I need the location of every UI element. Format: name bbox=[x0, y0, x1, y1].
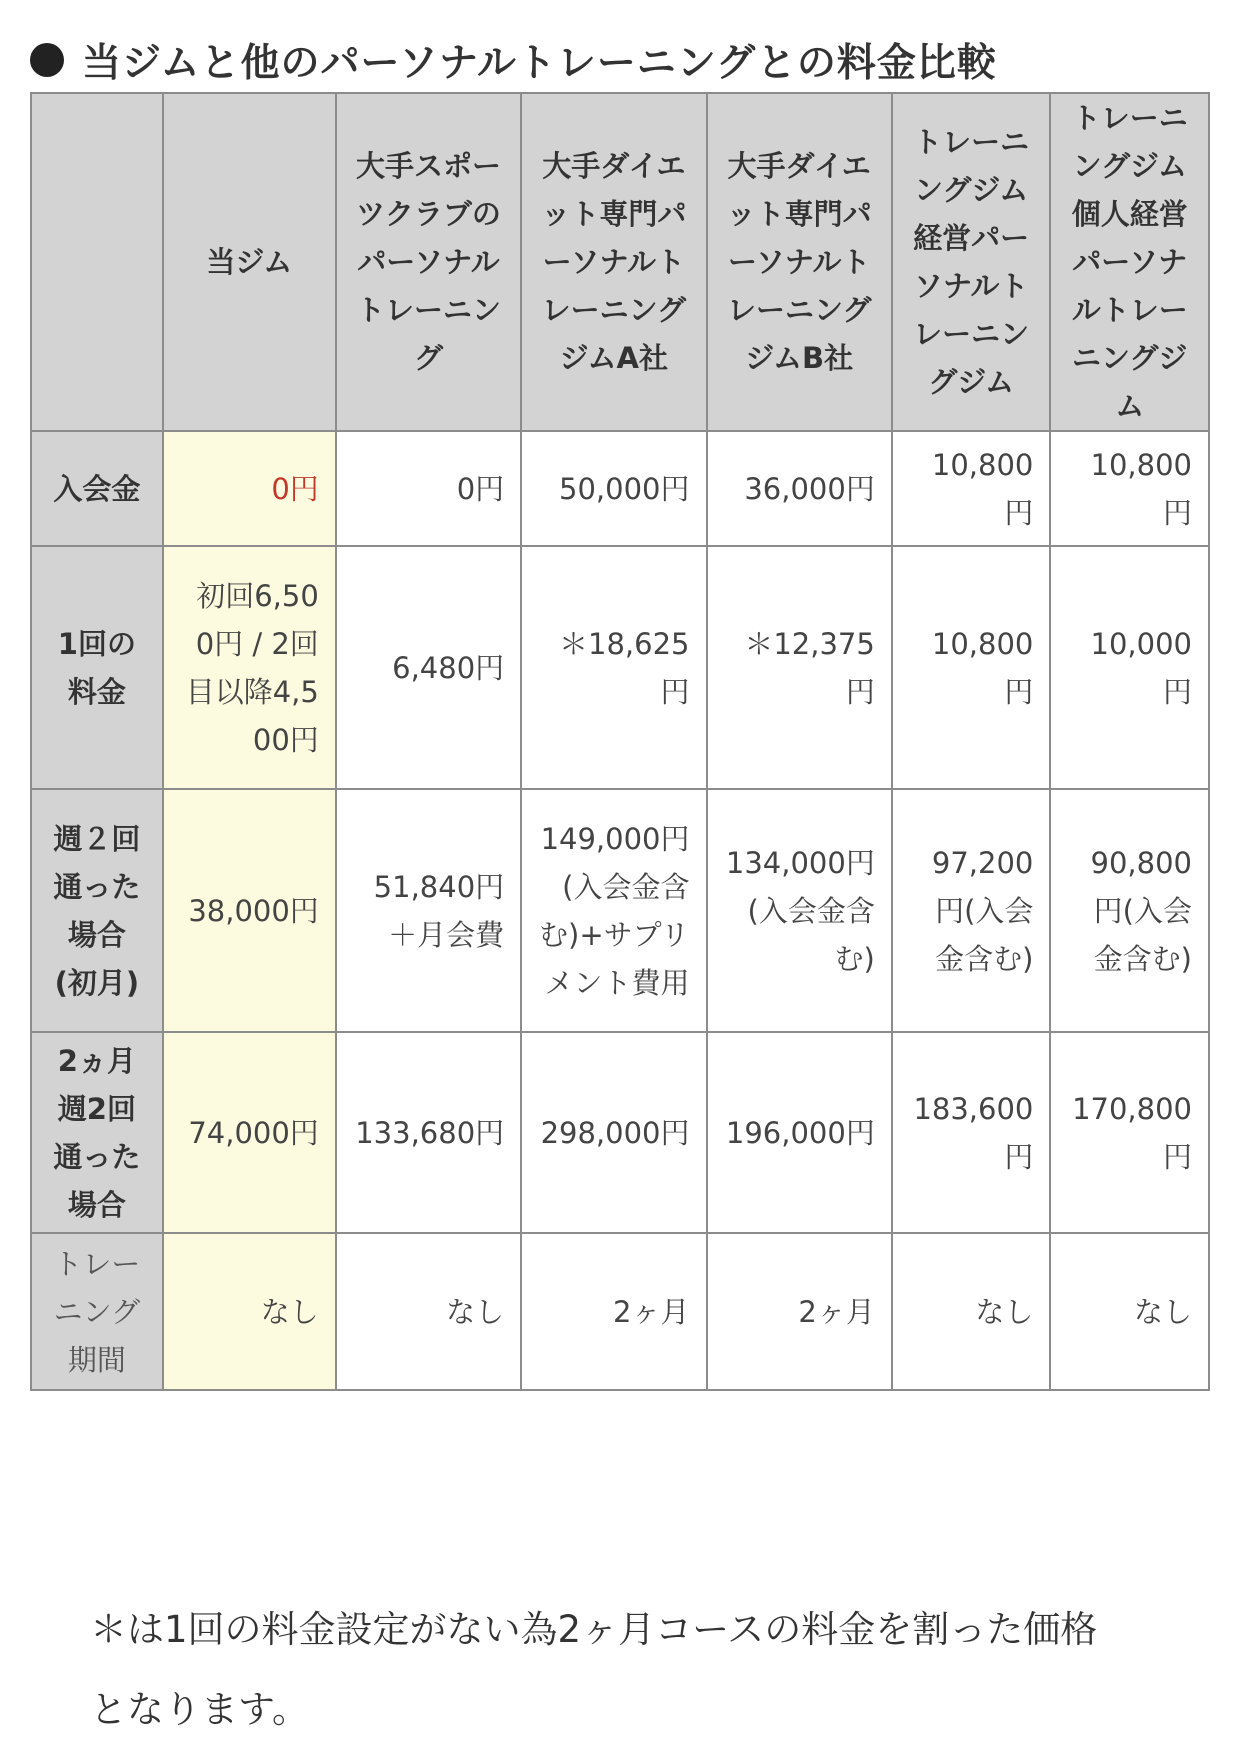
row-label-training-period: トレーニング期間 bbox=[31, 1233, 163, 1390]
row-label-twice-weekly-first-month: 週２回通った場合(初月) bbox=[31, 789, 163, 1032]
table-cell: 90,800円(入会金含む) bbox=[1050, 789, 1209, 1032]
footnote: ＊は1回の料金設定がない為2ヶ月コースの料金を割った価格となります。 bbox=[90, 1608, 1098, 1731]
bullet-icon bbox=[30, 43, 64, 77]
table-cell: 10,800円 bbox=[892, 431, 1051, 546]
table-cell: 50,000円 bbox=[521, 431, 706, 546]
table-cell: 2ヶ月 bbox=[521, 1233, 706, 1390]
table-row bbox=[31, 431, 1209, 546]
cell-our-gym: 38,000円 bbox=[163, 789, 336, 1032]
table-cell: 133,680円 bbox=[336, 1032, 521, 1233]
header-sports-club: 大手スポーツクラブのパーソナルトレーニング bbox=[336, 93, 521, 431]
cell-our-gym: 74,000円 bbox=[163, 1032, 336, 1233]
table-cell: 134,000円(入会金含む) bbox=[707, 789, 892, 1032]
header-diet-gym-a: 大手ダイエット専門パーソナルトレーニングジムA社 bbox=[521, 93, 706, 431]
cell-our-gym: 0円 bbox=[163, 431, 336, 546]
table-cell: 10,800円 bbox=[1050, 431, 1209, 546]
row-label-two-months: 2ヵ月週2回通った場合 bbox=[31, 1032, 163, 1233]
table-cell: 183,600円 bbox=[892, 1032, 1051, 1233]
cell-our-gym: なし bbox=[163, 1233, 336, 1390]
table-cell: なし bbox=[336, 1233, 521, 1390]
header-private-gym: トレーニングジム個人経営パーソナルトレーニングジム bbox=[1050, 93, 1209, 431]
row-label-per-session: 1回の料金 bbox=[31, 546, 163, 789]
row-label-entry-fee: 入会金 bbox=[31, 431, 163, 546]
header-diet-gym-b: 大手ダイエット専門パーソナルトレーニングジムB社 bbox=[707, 93, 892, 431]
table-cell: 10,800円 bbox=[892, 546, 1051, 789]
table-cell: 298,000円 bbox=[521, 1032, 706, 1233]
table-cell: ＊12,375円 bbox=[707, 546, 892, 789]
price-comparison-table bbox=[30, 92, 1210, 1391]
section-title-text: 当ジムと他のパーソナルトレーニングとの料金比較 bbox=[82, 41, 997, 86]
header-gym-operated: トレーニングジム経営パーソナルトレーニングジム bbox=[892, 93, 1051, 431]
table-cell: なし bbox=[892, 1233, 1051, 1390]
table-cell: 10,000円 bbox=[1050, 546, 1209, 789]
table-cell: 97,200円(入会金含む) bbox=[892, 789, 1051, 1032]
cell-our-gym: 初回6,500円 / 2回目以降4,500円 bbox=[163, 546, 336, 789]
table-cell: 2ヶ月 bbox=[707, 1233, 892, 1390]
table-cell: 51,840円＋月会費 bbox=[336, 789, 521, 1032]
table-cell: 170,800円 bbox=[1050, 1032, 1209, 1233]
header-corner bbox=[31, 93, 163, 431]
table-row bbox=[31, 1032, 1209, 1233]
section-title bbox=[30, 24, 997, 96]
table-row bbox=[31, 789, 1209, 1032]
table-cell: 0円 bbox=[336, 431, 521, 546]
table-row bbox=[31, 546, 1209, 789]
table-cell: ＊18,625円 bbox=[521, 546, 706, 789]
table-cell: 36,000円 bbox=[707, 431, 892, 546]
table-cell: 196,000円 bbox=[707, 1032, 892, 1233]
table-cell: なし bbox=[1050, 1233, 1209, 1390]
table-cell: 6,480円 bbox=[336, 546, 521, 789]
table-header-row bbox=[31, 93, 1209, 431]
table-cell: 149,000円(入会金含む)+サプリメント費用 bbox=[521, 789, 706, 1032]
header-our-gym: 当ジム bbox=[163, 93, 336, 431]
table-row bbox=[31, 1233, 1209, 1390]
